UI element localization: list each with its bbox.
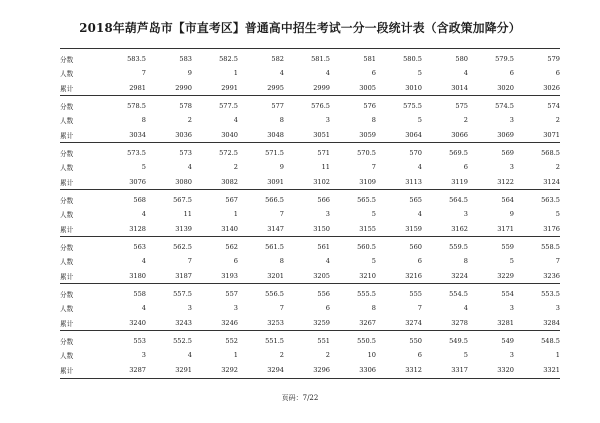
table-cell-score: 578.5 (127, 102, 146, 111)
table-cell-score: 570.5 (357, 149, 376, 158)
table-cell-score: 568.5 (541, 149, 560, 158)
table-cell-count: 2 (187, 116, 192, 125)
table-cell-cumulative: 3080 (175, 177, 192, 186)
table-cell-cumulative: 3102 (313, 177, 330, 186)
table-cell-cumulative: 3113 (405, 177, 422, 186)
table-cell-count: 7 (279, 304, 284, 313)
row-label-count: 人数 (60, 117, 74, 126)
table-cell-cumulative: 3287 (129, 365, 146, 374)
table-cell-score: 570 (409, 149, 422, 158)
table-cell-cumulative: 2990 (175, 83, 192, 92)
table-cell-cumulative: 3236 (543, 271, 560, 280)
table-cell-count: 4 (417, 163, 422, 172)
table-cell-count: 2 (555, 163, 560, 172)
table-cell-score: 561 (317, 243, 330, 252)
table-cell-count: 1 (233, 351, 238, 360)
table-cell-count: 2 (279, 351, 284, 360)
table-cell-cumulative: 3171 (497, 224, 514, 233)
table-cell-cumulative: 3201 (267, 271, 284, 280)
score-distribution-table (60, 48, 560, 379)
table-cell-score: 579.5 (495, 55, 514, 64)
table-cell-cumulative: 3253 (267, 318, 284, 327)
table-cell-count: 6 (463, 163, 468, 172)
table-cell-score: 559 (501, 243, 514, 252)
table-cell-count: 3 (509, 116, 514, 125)
table-cell-count: 6 (325, 304, 330, 313)
table-cell-count: 5 (141, 163, 146, 172)
table-cell-score: 576.5 (311, 102, 330, 111)
table-cell-count: 6 (417, 351, 422, 360)
table-cell-count: 8 (141, 116, 146, 125)
table-cell-score: 550 (409, 337, 422, 346)
table-cell-score: 549.5 (449, 337, 468, 346)
table-cell-count: 3 (325, 116, 330, 125)
table-cell-score: 559.5 (449, 243, 468, 252)
table-cell-count: 3 (187, 304, 192, 313)
table-row-cumulative (60, 269, 560, 283)
table-cell-cumulative: 3051 (313, 130, 330, 139)
table-cell-count: 9 (509, 210, 514, 219)
table-cell-score: 558 (133, 290, 146, 299)
table-cell-cumulative: 3155 (359, 224, 376, 233)
table-cell-count: 5 (463, 351, 468, 360)
table-cell-score: 580.5 (403, 55, 422, 64)
table-cell-score: 561.5 (265, 243, 284, 252)
table-cell-score: 557.5 (173, 290, 192, 299)
table-cell-cumulative: 3147 (267, 224, 284, 233)
row-label-count: 人数 (60, 352, 74, 361)
table-cell-cumulative: 3071 (543, 130, 560, 139)
table-cell-cumulative: 3281 (497, 318, 514, 327)
row-label-cumulative: 累计 (60, 272, 74, 281)
table-cell-score: 581.5 (311, 55, 330, 64)
table-cell-score: 556.5 (265, 290, 284, 299)
table-cell-score: 563.5 (541, 196, 560, 205)
table-cell-cumulative: 3229 (497, 271, 514, 280)
table-cell-cumulative: 3059 (359, 130, 376, 139)
table-row-count (60, 207, 560, 221)
table-cell-count: 1 (233, 210, 238, 219)
table-cell-cumulative: 3243 (175, 318, 192, 327)
table-cell-score: 567 (225, 196, 238, 205)
table-cell-score: 583.5 (127, 55, 146, 64)
table-row-score (60, 240, 560, 254)
table-cell-cumulative: 3246 (221, 318, 238, 327)
table-cell-count: 4 (187, 163, 192, 172)
table-cell-cumulative: 3140 (221, 224, 238, 233)
table-cell-score: 582 (271, 55, 284, 64)
table-cell-count: 4 (463, 69, 468, 78)
table-cell-count: 3 (141, 351, 146, 360)
table-cell-count: 4 (141, 210, 146, 219)
table-cell-score: 553.5 (541, 290, 560, 299)
table-cell-count: 8 (279, 257, 284, 266)
table-cell-cumulative: 3150 (313, 224, 330, 233)
table-cell-cumulative: 3159 (405, 224, 422, 233)
table-cell-count: 4 (325, 69, 330, 78)
row-label-score: 分数 (60, 244, 74, 253)
table-cell-cumulative: 3066 (451, 130, 468, 139)
table-row-count (60, 160, 560, 174)
table-row-score (60, 193, 560, 207)
table-cell-score: 557 (225, 290, 238, 299)
table-cell-score: 550.5 (357, 337, 376, 346)
table-cell-score: 552 (225, 337, 238, 346)
table-block (60, 237, 560, 284)
table-cell-count: 11 (321, 163, 330, 172)
table-cell-cumulative: 3312 (405, 365, 422, 374)
table-cell-count: 1 (555, 351, 560, 360)
table-cell-score: 556 (317, 290, 330, 299)
table-cell-count: 5 (555, 210, 560, 219)
table-cell-cumulative: 3278 (451, 318, 468, 327)
row-label-cumulative: 累计 (60, 84, 74, 93)
table-cell-cumulative: 3139 (175, 224, 192, 233)
row-label-score: 分数 (60, 56, 74, 65)
table-cell-count: 4 (233, 116, 238, 125)
table-cell-cumulative: 3296 (313, 365, 330, 374)
table-cell-score: 569 (501, 149, 514, 158)
table-cell-score: 571.5 (265, 149, 284, 158)
table-row-cumulative (60, 316, 560, 330)
table-cell-cumulative: 3040 (221, 130, 238, 139)
page-title: 2018年葫芦岛市【市直考区】普通高中招生考试一分一段统计表（含政策加降分） (79, 21, 521, 35)
table-cell-cumulative: 3205 (313, 271, 330, 280)
table-block (60, 284, 560, 331)
table-cell-count: 3 (555, 304, 560, 313)
table-cell-cumulative: 3216 (405, 271, 422, 280)
table-cell-cumulative: 3320 (497, 365, 514, 374)
table-cell-count: 10 (367, 351, 376, 360)
table-cell-score: 573.5 (127, 149, 146, 158)
table-cell-score: 574 (547, 102, 560, 111)
row-label-cumulative: 累计 (60, 319, 74, 328)
table-cell-cumulative: 3020 (497, 83, 514, 92)
table-row-cumulative (60, 81, 560, 95)
table-row-count (60, 66, 560, 80)
table-cell-cumulative: 3210 (359, 271, 376, 280)
table-cell-score: 554 (501, 290, 514, 299)
table-cell-score: 552.5 (173, 337, 192, 346)
table-cell-count: 3 (509, 351, 514, 360)
table-cell-count: 6 (555, 69, 560, 78)
row-label-count: 人数 (60, 70, 74, 79)
table-row-cumulative (60, 128, 560, 142)
table-row-cumulative (60, 175, 560, 189)
table-cell-count: 3 (463, 210, 468, 219)
table-row-count (60, 348, 560, 362)
table-cell-score: 566 (317, 196, 330, 205)
table-cell-cumulative: 3267 (359, 318, 376, 327)
table-cell-cumulative: 3187 (175, 271, 192, 280)
table-cell-count: 2 (463, 116, 468, 125)
table-cell-count: 4 (141, 304, 146, 313)
table-cell-count: 7 (279, 210, 284, 219)
table-cell-cumulative: 3069 (497, 130, 514, 139)
table-cell-count: 7 (141, 69, 146, 78)
table-row-count (60, 113, 560, 127)
table-cell-count: 6 (371, 69, 376, 78)
table-cell-score: 583 (179, 55, 192, 64)
row-label-count: 人数 (60, 211, 74, 220)
table-cell-score: 562.5 (173, 243, 192, 252)
table-cell-cumulative: 3162 (451, 224, 468, 233)
row-label-count: 人数 (60, 305, 74, 314)
table-cell-cumulative: 3122 (497, 177, 514, 186)
table-cell-score: 582.5 (219, 55, 238, 64)
table-cell-count: 7 (187, 257, 192, 266)
table-cell-cumulative: 3091 (267, 177, 284, 186)
table-cell-count: 8 (279, 116, 284, 125)
table-cell-score: 564 (501, 196, 514, 205)
table-cell-score: 564.5 (449, 196, 468, 205)
table-cell-cumulative: 3082 (221, 177, 238, 186)
table-row-score (60, 99, 560, 113)
table-cell-cumulative: 3294 (267, 365, 284, 374)
row-label-cumulative: 累计 (60, 131, 74, 140)
table-cell-score: 578 (179, 102, 192, 111)
table-cell-score: 581 (363, 55, 376, 64)
table-cell-score: 548.5 (541, 337, 560, 346)
table-cell-count: 5 (509, 257, 514, 266)
table-cell-count: 2 (325, 351, 330, 360)
table-cell-score: 571 (317, 149, 330, 158)
table-cell-cumulative: 2991 (221, 83, 238, 92)
table-cell-cumulative: 3284 (543, 318, 560, 327)
table-block (60, 190, 560, 237)
table-row-cumulative (60, 222, 560, 236)
table-block (60, 143, 560, 190)
table-cell-cumulative: 3005 (359, 83, 376, 92)
table-cell-count: 8 (463, 257, 468, 266)
table-cell-score: 573 (179, 149, 192, 158)
table-cell-count: 4 (463, 304, 468, 313)
table-cell-score: 568 (133, 196, 146, 205)
table-cell-score: 567.5 (173, 196, 192, 205)
table-block (60, 49, 560, 96)
table-cell-count: 4 (417, 210, 422, 219)
row-label-count: 人数 (60, 258, 74, 267)
table-cell-score: 565 (409, 196, 422, 205)
table-cell-count: 6 (417, 257, 422, 266)
table-cell-count: 5 (417, 116, 422, 125)
table-row-score (60, 334, 560, 348)
table-cell-score: 551 (317, 337, 330, 346)
table-cell-count: 3 (509, 304, 514, 313)
table-cell-cumulative: 3124 (543, 177, 560, 186)
table-cell-count: 7 (417, 304, 422, 313)
table-cell-cumulative: 3274 (405, 318, 422, 327)
table-cell-cumulative: 3224 (451, 271, 468, 280)
table-cell-score: 558.5 (541, 243, 560, 252)
row-label-score: 分数 (60, 103, 74, 112)
row-label-score: 分数 (60, 291, 74, 300)
table-cell-count: 4 (141, 257, 146, 266)
table-cell-score: 555.5 (357, 290, 376, 299)
table-cell-count: 2 (233, 163, 238, 172)
table-cell-cumulative: 3026 (543, 83, 560, 92)
table-cell-cumulative: 3240 (129, 318, 146, 327)
table-cell-cumulative: 3317 (451, 365, 468, 374)
table-cell-count: 5 (417, 69, 422, 78)
table-cell-count: 7 (371, 163, 376, 172)
table-cell-count: 8 (371, 304, 376, 313)
table-cell-score: 563 (133, 243, 146, 252)
table-cell-cumulative: 3306 (359, 365, 376, 374)
row-label-score: 分数 (60, 150, 74, 159)
row-label-count: 人数 (60, 164, 74, 173)
table-cell-cumulative: 3180 (129, 271, 146, 280)
table-cell-score: 580 (455, 55, 468, 64)
table-cell-cumulative: 3128 (129, 224, 146, 233)
row-label-cumulative: 累计 (60, 366, 74, 375)
table-cell-score: 579 (547, 55, 560, 64)
table-cell-cumulative: 3010 (405, 83, 422, 92)
table-cell-cumulative: 3193 (221, 271, 238, 280)
table-cell-score: 575 (455, 102, 468, 111)
table-cell-count: 7 (555, 257, 560, 266)
table-cell-count: 8 (371, 116, 376, 125)
table-cell-score: 555 (409, 290, 422, 299)
table-cell-count: 5 (371, 210, 376, 219)
table-cell-count: 5 (371, 257, 376, 266)
table-cell-count: 6 (233, 257, 238, 266)
table-cell-score: 565.5 (357, 196, 376, 205)
row-label-score: 分数 (60, 197, 74, 206)
table-cell-score: 560.5 (357, 243, 376, 252)
table-cell-cumulative: 2995 (267, 83, 284, 92)
table-cell-cumulative: 3064 (405, 130, 422, 139)
table-cell-cumulative: 3014 (451, 83, 468, 92)
table-row-count (60, 301, 560, 315)
table-cell-score: 553 (133, 337, 146, 346)
table-row-score (60, 52, 560, 66)
table-block (60, 96, 560, 143)
table-cell-count: 9 (279, 163, 284, 172)
table-cell-count: 3 (509, 163, 514, 172)
table-cell-score: 562 (225, 243, 238, 252)
page-number: 页码：7/22 (281, 394, 319, 402)
table-cell-score: 560 (409, 243, 422, 252)
table-cell-count: 11 (183, 210, 192, 219)
table-cell-count: 6 (509, 69, 514, 78)
table-cell-count: 4 (187, 351, 192, 360)
table-cell-cumulative: 2999 (313, 83, 330, 92)
table-cell-cumulative: 3259 (313, 318, 330, 327)
table-row-score (60, 287, 560, 301)
table-cell-cumulative: 3321 (543, 365, 560, 374)
table-cell-score: 551.5 (265, 337, 284, 346)
row-label-cumulative: 累计 (60, 225, 74, 234)
table-cell-cumulative: 3034 (129, 130, 146, 139)
table-cell-score: 576 (363, 102, 376, 111)
table-cell-score: 577 (271, 102, 284, 111)
table-cell-cumulative: 3048 (267, 130, 284, 139)
table-cell-score: 549 (501, 337, 514, 346)
table-cell-count: 2 (555, 116, 560, 125)
table-cell-cumulative: 3292 (221, 365, 238, 374)
table-cell-score: 575.5 (403, 102, 422, 111)
table-row-count (60, 254, 560, 268)
table-cell-cumulative: 3176 (543, 224, 560, 233)
table-cell-cumulative: 3076 (129, 177, 146, 186)
table-row-score (60, 146, 560, 160)
table-cell-cumulative: 3036 (175, 130, 192, 139)
table-cell-score: 572.5 (219, 149, 238, 158)
table-row-cumulative (60, 363, 560, 377)
table-cell-score: 554.5 (449, 290, 468, 299)
table-cell-count: 4 (279, 69, 284, 78)
table-cell-count: 9 (187, 69, 192, 78)
table-cell-score: 577.5 (219, 102, 238, 111)
table-cell-count: 3 (325, 210, 330, 219)
table-cell-cumulative: 3109 (359, 177, 376, 186)
table-cell-cumulative: 3291 (175, 365, 192, 374)
table-cell-score: 574.5 (495, 102, 514, 111)
table-cell-count: 3 (233, 304, 238, 313)
table-cell-score: 569.5 (449, 149, 468, 158)
table-cell-cumulative: 2981 (129, 83, 146, 92)
table-cell-count: 1 (233, 69, 238, 78)
table-cell-cumulative: 3119 (451, 177, 468, 186)
table-block (60, 331, 560, 378)
row-label-score: 分数 (60, 338, 74, 347)
table-cell-score: 566.5 (265, 196, 284, 205)
table-cell-count: 4 (325, 257, 330, 266)
row-label-cumulative: 累计 (60, 178, 74, 187)
